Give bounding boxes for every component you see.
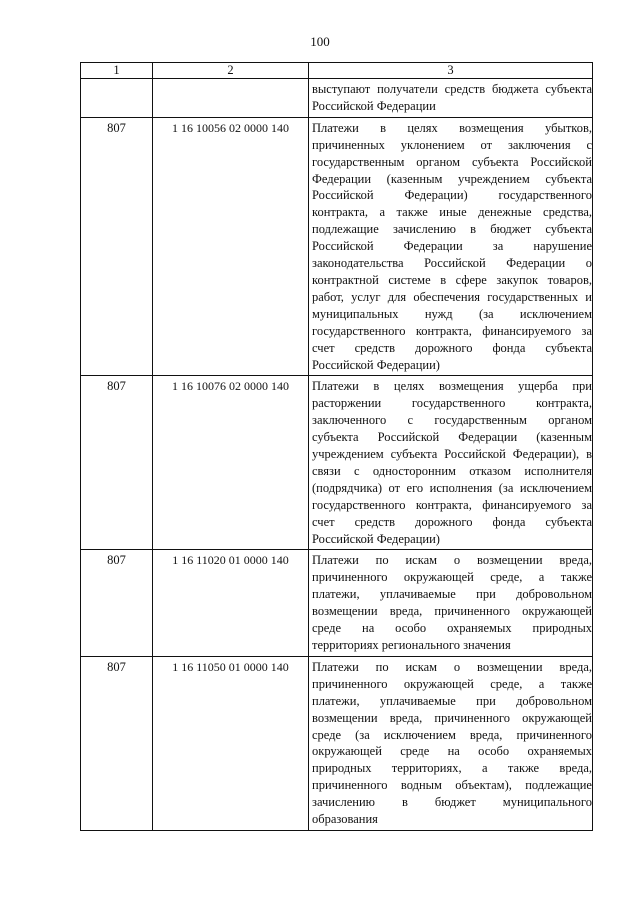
description-line: работ, услуг для обеспечения государственных и: [312, 289, 592, 304]
description-line: Платежи по искам о возмещении вреда,: [312, 659, 592, 674]
table-row: [81, 376, 593, 550]
description-line: среде на особо охраняемых природных: [312, 621, 592, 636]
description-line: учреждением субъекта Российской Федерации), в: [312, 447, 592, 462]
description-line: (подрядчика) от его исполнения (за исключением: [312, 480, 592, 495]
header-col-3: 3: [309, 63, 593, 79]
admin-code-cell: 807: [81, 376, 153, 550]
table-row: [81, 550, 593, 656]
description-line: связи с односторонним отказом исполнителя: [312, 463, 592, 478]
description-line: причиненного водным объектам), подлежащие: [312, 778, 592, 793]
description-line: Российской Федерации): [312, 357, 440, 372]
table-row: [81, 117, 593, 376]
revenue-code-cell: [153, 79, 309, 118]
description-line: государственным органом субъекта Российской: [312, 154, 592, 169]
description-line: контрактной системе в сфере закупок товаров,: [312, 272, 592, 287]
description-line: окружающей среде на особо охраняемых: [312, 744, 592, 759]
description-line: Федерации (казенным учреждением субъекта: [312, 171, 592, 186]
description-line: Платежи в целях возмещения ущерба при: [312, 379, 592, 394]
description-line: счет средств дорожного фонда субъекта: [312, 514, 592, 529]
description-line: возмещении вреда, причиненного окружающей: [312, 710, 592, 725]
budget-codes-table: [80, 62, 593, 831]
admin-code-cell: 807: [81, 117, 153, 376]
description-line: зачислению в бюджет муниципального: [312, 795, 592, 810]
description-line: муниципальных нужд (за исключением: [312, 306, 592, 321]
description-line: причиненных уклонением от заключения с: [312, 137, 592, 152]
admin-code-cell: 807: [81, 656, 153, 830]
header-col-1: 1: [81, 63, 153, 79]
revenue-code-cell: 1 16 11050 01 0000 140: [153, 656, 309, 830]
description-line: платежи, уплачиваемые при добровольном: [312, 693, 592, 708]
description-cell: [309, 117, 593, 376]
description-line: субъекта Российской Федерации (казенным: [312, 430, 592, 445]
description-line: расторжении государственного контракта,: [312, 396, 592, 411]
table-row: [81, 656, 593, 830]
description-cell: [309, 79, 593, 118]
revenue-code-cell: 1 16 10056 02 0000 140: [153, 117, 309, 376]
description-line: природных территориях, а также вреда,: [312, 761, 592, 776]
revenue-code-cell: 1 16 10076 02 0000 140: [153, 376, 309, 550]
revenue-code-cell: 1 16 11020 01 0000 140: [153, 550, 309, 656]
header-col-2: 2: [153, 63, 309, 79]
description-line: Российской Федерации за нарушение: [312, 239, 592, 254]
description-cell: [309, 550, 593, 656]
description-line: Российской Федерации: [312, 98, 436, 113]
description-cell: [309, 656, 593, 830]
page-number: 100: [310, 34, 330, 49]
description-line: Российской Федерации): [312, 531, 440, 546]
table-header-row: [81, 63, 593, 79]
description-line: Платежи в целях возмещения убытков,: [312, 120, 592, 135]
description-line: причиненного окружающей среде, а также: [312, 676, 592, 691]
description-line: Платежи по искам о возмещении вреда,: [312, 553, 592, 568]
description-line: контракта, а также иные денежные средства,: [312, 205, 592, 220]
description-line: возмещении вреда, причиненного окружающей: [312, 604, 592, 619]
description-line: счет средств дорожного фонда субъекта: [312, 340, 592, 355]
description-line: образования: [312, 812, 378, 827]
description-line: платежи, уплачиваемые при добровольном: [312, 587, 592, 602]
admin-code-cell: 807: [81, 550, 153, 656]
description-line: заключенного с государственным органом: [312, 413, 592, 428]
description-line: причиненного окружающей среде, а также: [312, 570, 592, 585]
description-line: законодательства Российской Федерации о: [312, 256, 592, 271]
description-line: Российской Федерации) государственного: [312, 188, 592, 203]
admin-code-cell: [81, 79, 153, 118]
description-line: территориях регионального значения: [312, 638, 511, 652]
description-line: среде (за исключением вреда, причиненного: [312, 727, 592, 742]
description-cell: [309, 376, 593, 550]
description-line: государственного контракта, финансируемого за: [312, 497, 592, 512]
description-line: выступают получатели средств бюджета субъекта: [312, 82, 592, 96]
description-line: подлежащие зачислению в бюджет субъекта: [312, 222, 592, 237]
table-row: [81, 79, 593, 118]
description-line: государственного контракта, финансируемого за: [312, 323, 592, 338]
